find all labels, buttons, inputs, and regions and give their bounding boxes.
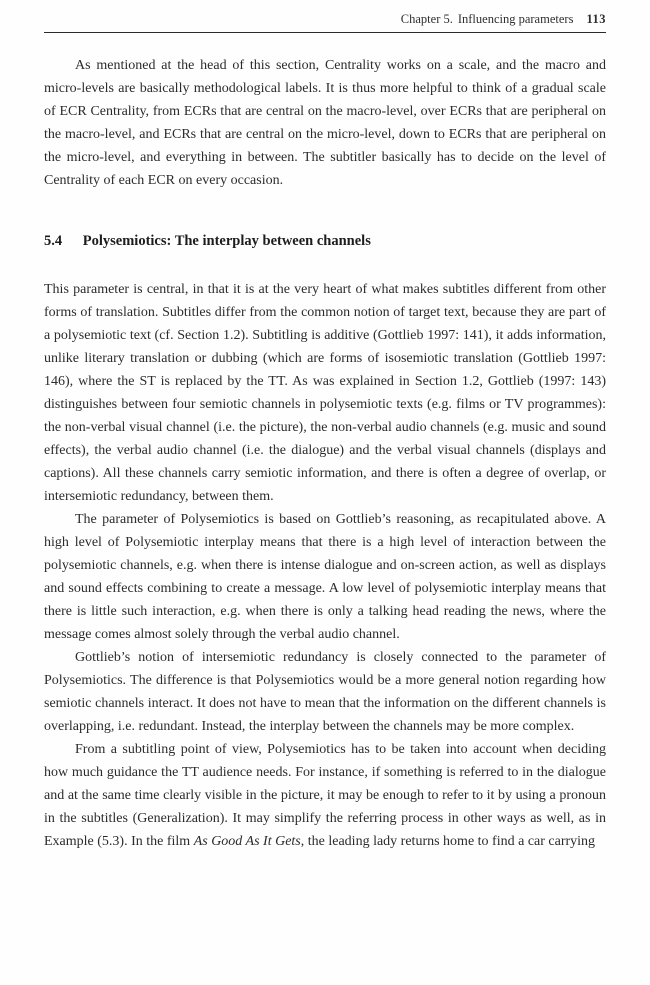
section-heading — [44, 231, 606, 251]
running-header — [44, 0, 606, 27]
page-body — [44, 54, 606, 853]
paragraph-centrality-scale: As mentioned at the head of this section, Centrality works on a scale, and the macro and micro-levels are basically methodological labels. It is thus more helpful to think of a gradual scale of ECR Centrality, from ECRs that are central on the macro-level, over ECRs that are peripheral on the macro-level, and ECRs that are central on the micro-level, down to ECRs that are peripheral on the micro-level, and everything in between. The subtitler basically has to decide on the level of Centrality of each ECR on every occasion. — [44, 58, 606, 188]
paragraph-intersemiotic-redundancy: Gottlieb’s notion of intersemiotic redundancy is closely connected to the parameter of Polysemiotics. The difference is that Polysemiotics would be a more general notion regarding how semiotic channels interact. It does not have to mean that the information on the different channels is overlapping, i.e. redundant. Instead, the interplay between the channels may be more complex. — [44, 650, 606, 734]
paragraph-text-after-film-title: , the leading lady returns home to find a car carrying — [300, 834, 596, 849]
section-number: 5.4 — [44, 233, 63, 249]
paragraph-text-before-film-title: From a subtitling point of view, Polysemiotics has to be taken into account when deciding how much guidance the TT audience needs. For instance, if something is referred to in the dialogue and at the same time clearly visible in the picture, it may be enough to refer to it by using a pronoun in the subtitles (Generalization). It may simplify the referring process in other ways as well, as in Example (5.3). In the film — [44, 742, 606, 849]
paragraph-subtitling-point-of-view — [44, 738, 606, 853]
paragraph-gottlieb-reasoning: The parameter of Polysemiotics is based on Gottlieb’s reasoning, as recapitulated above. A high level of Polysemiotic interplay means that there is a high level of interaction between the polysemiotic channels, e.g. when there is intense dialogue and on-screen action, as well as displays and sound effects combining to create a message. A low level of polysemiotic interplay means that there is little such interaction, e.g. when there is only a talking head reading the news, where the message comes almost solely through the verbal audio channel. — [44, 512, 606, 642]
page-number: 113 — [586, 12, 606, 26]
header-rule — [44, 32, 606, 33]
film-title-italic: As Good As It Gets — [193, 834, 301, 849]
section-title: Polysemiotics: The interplay between channels — [82, 233, 371, 249]
paragraph-parameter-central: This parameter is central, in that it is at the very heart of what makes subtitles different from other forms of translation. Subtitles differ from the common notion of target text, because they are part of a polysemiotic text (cf. Section 1.2). Subtitling is additive (Gottlieb 1997: 141), it adds information, unlike literary translation or dubbing (which are forms of isosemiotic translation (Gottlieb 1997: 146), where the ST is replaced by the TT. As was explained in Section 1.2, Gottlieb (1997: 143) distinguishes between four semiotic channels in polysemiotic texts (e.g. films or TV programmes): the non-verbal visual channel (i.e. the picture), the non-verbal audio channels (e.g. music and sound effects), the verbal audio channel (i.e. the dialogue) and the verbal visual channels (displays and captions). All these channels carry semiotic information, and there is often a degree of overlap, or intersemiotic redundancy, between them. — [44, 282, 606, 504]
running-header-chapter-label: Chapter 5. — [400, 12, 453, 26]
running-header-chapter-title: Influencing parameters — [457, 12, 574, 26]
